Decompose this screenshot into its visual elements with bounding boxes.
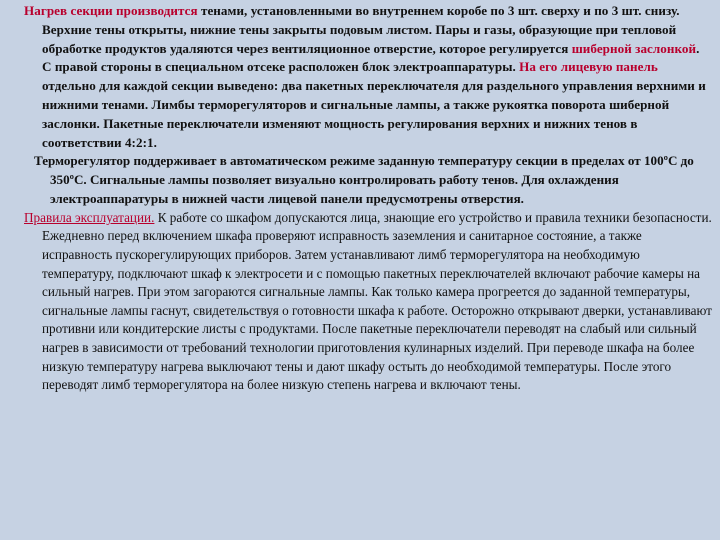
text-heating-2: . С правой стороны в специальном отсеке расположен блок электроаппаратуры.	[42, 40, 700, 75]
text-rules: К работе со шкафом допускаются лица, знающие его устройство и правила техники безопасности. Ежедневно перед включением шкафа проверяют исправность заземления и санитарное состояние, а также исправность пускорегулирующих приборов. Затем устанавливают лимб терморегулятора на необходимую температуру, подключают шкаф к электросети и с помощью пакетных переключателей включают рабочие камеры на сильный нагрев. При этом загораются сигнальные лампы. Как только камера прогреется до заданной температуры, сигнальные лампы гаснут, свидетельствуя о готовности шкафа к работе. Осторожно открывают дверки, устанавливают противни или кондитерские листы с продуктами. После пакетные переключатели переводят на слабый или сильный нагрев в зависимости от требований технологии приготовления кулинарных изделий. При переводе шкафа на более низкую температуру нагрева выключают тены и дают шкафу остыть до необходимой температуры. После этого переводят лимб терморегулятора на более низкую степень нагрева и включают тены.	[42, 209, 712, 393]
text-heating-1: тенами, установленными во внутреннем коробе по 3 шт. сверху и по 3 шт. снизу. Верхние тены открыты, нижние тены закрыты подовым листом. Пары и газы, образующие при тепловой обработке продуктов удаляются через вентиляционное отверстие, которое регулируется	[42, 3, 680, 56]
text-heating-3: отдельно для каждой секции выведено: два пакетных переключателя для раздельного управления верхними и нижними тенами. Лимбы терморегуляторов и сигнальные лампы, а также рукоятка поворота шиберной заслонки. Пакетные переключатели изменяют мощность регулирования верхних и нижних тенов в соответствии 4:2:1.	[42, 78, 706, 150]
paragraph-thermostat	[24, 152, 712, 208]
text-thermostat: Терморегулятор поддерживает в автоматическом режиме заданную температуру секции в пределах от 100ºС до 350ºС. Сигнальные лампы позволяет визуально контролировать работу тенов. Для охлаждения электроаппаратуры в нижней части лицевой панели предусмотрены отверстия.	[34, 153, 694, 206]
term-damper: шиберной заслонкой	[571, 40, 697, 56]
rules-heading: Правила эксплуатации.	[24, 209, 155, 225]
paragraph-heating	[24, 2, 712, 152]
term-heating: Нагрев секции производится	[24, 3, 198, 18]
paragraph-rules	[24, 209, 712, 395]
term-front-panel: На его лицевую панель	[519, 59, 658, 75]
